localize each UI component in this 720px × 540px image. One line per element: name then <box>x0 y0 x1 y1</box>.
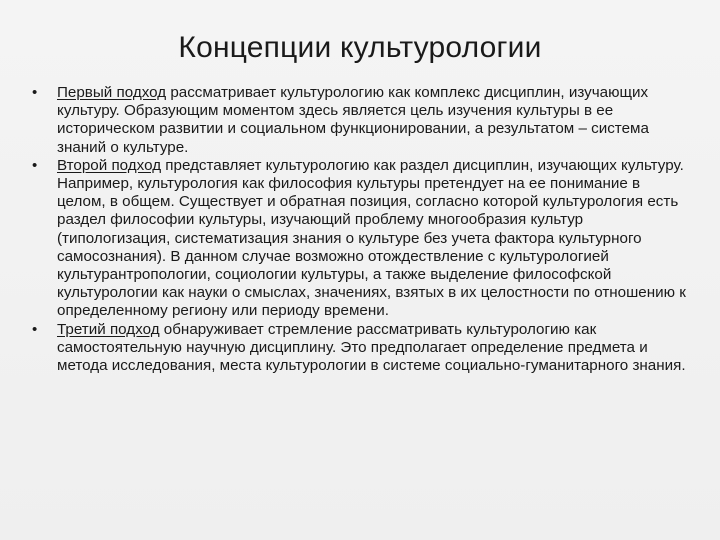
bullet-list <box>30 84 690 375</box>
bullet-lead: Первый подход <box>57 84 167 101</box>
bullet-text: обнаруживает стремление рассматривать культурологию как самостоятельную научную дисциплину. Это предполагает определение предмета и метода исследования, места культурологии в системе социально-гуманитарного знания. <box>57 320 686 375</box>
bullet-text: представляет культурологию как раздел дисциплин, изучающих культуру. Например, культурология как философия культуры претендует на ее понимание в целом, в общем. Существует и обратная позиция, согласно которой культурология есть раздел философии культуры, изучающий проблему многообразия культур (типологизация, систематизация знания о культуре без учета фактора культурного самосознания). В данном случае возможно отождествление с культурологией культурантропологии, социологии культуры, а также выделение философской культурологии как науки о смыслах, значениях, взятых в их целостности по отношению к определенному региону или периоду времени. <box>57 156 686 320</box>
bullet-icon: • <box>32 156 38 174</box>
bullet-icon: • <box>32 320 38 338</box>
bullet-item-third-approach <box>30 321 690 376</box>
slide-title: Концепции культурологии <box>178 31 542 64</box>
bullet-lead: Третий подход <box>57 320 160 338</box>
bullet-icon: • <box>32 84 38 101</box>
bullet-lead: Второй подход <box>57 156 162 174</box>
bullet-text: рассматривает культурологию как комплекс дисциплин, изучающих культуру. Образующим моментом здесь является цель изучения культуры в ее историческом развитии и социальном функционировании, а результатом – система знаний о культуре. <box>57 84 649 156</box>
bullet-item-first-approach <box>30 84 690 157</box>
bullet-item-second-approach <box>30 157 690 321</box>
